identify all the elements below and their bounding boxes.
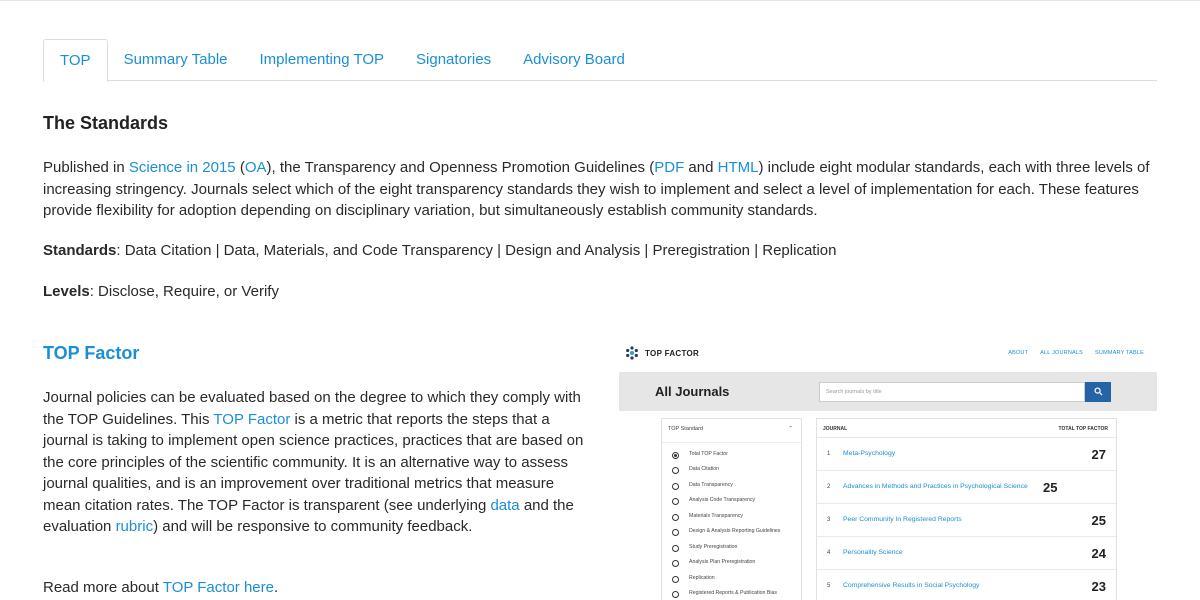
journal-rank: 2 — [827, 484, 831, 490]
radio-icon — [672, 591, 679, 598]
tab-summary-table[interactable]: Summary Table — [123, 51, 228, 68]
filter-item[interactable] — [662, 482, 801, 493]
filter-label: Registered Reports & Publication Bias — [689, 590, 777, 596]
radio-icon — [672, 498, 679, 505]
filter-item[interactable] — [662, 497, 801, 508]
filter-item[interactable] — [662, 528, 801, 539]
tf-text: Journal policies can be evaluated based on the degree to which they comply with the TOP Guidelines. This — [43, 389, 581, 428]
journal-rank: 3 — [827, 517, 831, 523]
levels-list — [43, 281, 1163, 303]
table-row[interactable] — [817, 570, 1116, 600]
screenshot-title-band — [619, 372, 1157, 411]
pdf-link[interactable]: PDF — [654, 159, 685, 176]
screenshot-journal-table — [816, 418, 1117, 600]
filter-list — [662, 443, 801, 600]
journal-score: 27 — [1091, 446, 1106, 462]
journal-score: 25 — [1043, 479, 1058, 495]
screenshot-nav — [1008, 350, 1144, 356]
intro-text: ( — [235, 159, 245, 176]
filter-item[interactable] — [662, 575, 801, 586]
table-row[interactable] — [817, 438, 1116, 471]
top-factor-here-link[interactable]: TOP Factor here — [162, 579, 274, 596]
screenshot-nav-summary-table[interactable]: SUMMARY TABLE — [1095, 350, 1144, 356]
intro-text: ), the Transparency and Openness Promotion Guidelines ( — [266, 159, 655, 176]
filter-label: Design & Analysis Reporting Guidelines — [689, 528, 781, 534]
journal-score: 24 — [1091, 545, 1106, 561]
top-factor-heading: TOP Factor — [43, 343, 140, 363]
tf-text: ) and will be responsive to community feedback. — [153, 518, 473, 535]
intro-text: Published in — [43, 159, 129, 176]
filter-header[interactable] — [662, 419, 801, 443]
journal-name-link[interactable]: Comprehensive Results in Social Psychology — [843, 582, 980, 590]
filter-label: Total TOP Factor — [689, 450, 728, 457]
tf-text: and the evaluation — [43, 496, 574, 535]
rubric-link[interactable]: rubric — [115, 518, 154, 535]
tab-bar — [43, 39, 1157, 81]
filter-header-label: TOP Standard — [668, 426, 703, 432]
journal-name-link[interactable]: Peer Community In Registered Reports — [843, 516, 962, 524]
filter-label: Data Citation — [689, 466, 719, 472]
filter-label: Replication — [689, 574, 715, 581]
read-more-text: Read more about — [43, 579, 163, 596]
tab-top[interactable]: TOP — [43, 39, 108, 82]
levels-label: Levels — [43, 283, 90, 300]
intro-text: and — [684, 159, 718, 176]
screenshot-filter-panel — [661, 418, 802, 600]
table-row[interactable] — [817, 504, 1116, 537]
journal-name-link[interactable]: Personality Science — [843, 549, 903, 557]
filter-label: Data Transparency — [689, 481, 733, 488]
filter-item[interactable] — [662, 559, 801, 570]
filter-item[interactable] — [662, 590, 801, 600]
read-more-text: . — [273, 579, 279, 596]
filter-label: Study Preregistration — [689, 543, 738, 550]
table-row[interactable] — [817, 471, 1116, 504]
filter-item[interactable] — [662, 466, 801, 477]
top-divider — [0, 0, 1200, 1]
radio-icon — [672, 514, 679, 521]
top-factor-description — [43, 387, 588, 538]
radio-icon — [672, 529, 679, 536]
journal-rank: 4 — [827, 550, 831, 556]
standards-label: Standards — [43, 242, 117, 259]
tf-text: is a metric that reports the steps that a journal is taking to implement open science practices, practices that are based on the core principles of the scientific community. It is an alternative way to assess journal qualities, and is an improvement over traditional metrics that measure mean citation rates. The TOP Factor is transparent (see underlying — [43, 410, 584, 514]
radio-icon — [672, 560, 679, 567]
read-more — [43, 577, 588, 599]
filter-item[interactable] — [662, 544, 801, 555]
science-2015-link[interactable]: Science in 2015 — [128, 159, 236, 176]
screenshot-search-button[interactable] — [1085, 382, 1111, 402]
top-factor-screenshot[interactable] — [619, 334, 1157, 600]
filter-item[interactable] — [662, 513, 801, 524]
journal-name-link[interactable]: Advances in Methods and Practices in Psychological Science — [843, 483, 1028, 491]
journal-rank: 1 — [827, 451, 831, 457]
tab-implementing-top[interactable]: Implementing TOP — [259, 51, 385, 68]
search-icon — [1094, 387, 1103, 396]
screenshot-brand: TOP FACTOR — [645, 348, 700, 358]
column-total-top-factor: TOTAL TOP FACTOR — [1058, 426, 1108, 432]
intro-text: ) include eight modular standards, each with three levels of increasing stringency. Journals select which of the eight transparency standards they wish to implement and select a level of implementation for each. These features provide flexibility for adoption depending on disciplinary variation, but simultaneously establish community standards. — [43, 159, 1150, 219]
standards-heading: The Standards — [43, 113, 169, 133]
screenshot-title: All Journals — [655, 384, 730, 399]
tab-signatories[interactable]: Signatories — [416, 51, 492, 68]
standards-list — [43, 240, 1163, 262]
screenshot-search-input[interactable]: Search journals by title — [819, 382, 1085, 402]
journal-score: 25 — [1091, 512, 1106, 528]
radio-icon — [672, 483, 679, 490]
journal-name-link[interactable]: Meta-Psychology — [843, 450, 896, 458]
filter-label: Analysis Code Transparency — [689, 497, 756, 503]
table-row[interactable] — [817, 537, 1116, 570]
chevron-up-icon: ⌃ — [788, 426, 793, 432]
journal-rank: 5 — [827, 583, 831, 589]
column-journal: JOURNAL — [823, 426, 848, 432]
html-link[interactable]: HTML — [717, 159, 759, 176]
standards-text: : Data Citation | Data, Materials, and Code Transparency | Design and Analysis | Preregistration | Replication — [116, 242, 837, 259]
radio-icon — [672, 545, 679, 552]
radio-icon — [672, 576, 679, 583]
top-factor-link[interactable]: TOP Factor — [213, 410, 291, 428]
screenshot-nav-about[interactable]: ABOUT — [1008, 350, 1029, 356]
standards-intro — [43, 157, 1163, 222]
screenshot-nav-all-journals[interactable]: ALL JOURNALS — [1040, 350, 1084, 356]
radio-icon — [672, 467, 679, 474]
data-link[interactable]: data — [490, 496, 520, 514]
radio-selected-icon — [672, 452, 679, 459]
filter-label: Materials Transparency — [689, 512, 743, 519]
journal-score: 23 — [1091, 578, 1106, 594]
tab-advisory-board[interactable]: Advisory Board — [523, 51, 625, 68]
levels-text: : Disclose, Require, or Verify — [89, 283, 279, 300]
top-factor-logo-icon — [625, 346, 639, 360]
filter-label: Analysis Plan Preregistration — [689, 559, 756, 565]
oa-link[interactable]: OA — [244, 159, 267, 176]
screenshot-header — [619, 334, 1157, 372]
filter-item[interactable] — [662, 451, 801, 462]
table-header — [817, 419, 1116, 438]
